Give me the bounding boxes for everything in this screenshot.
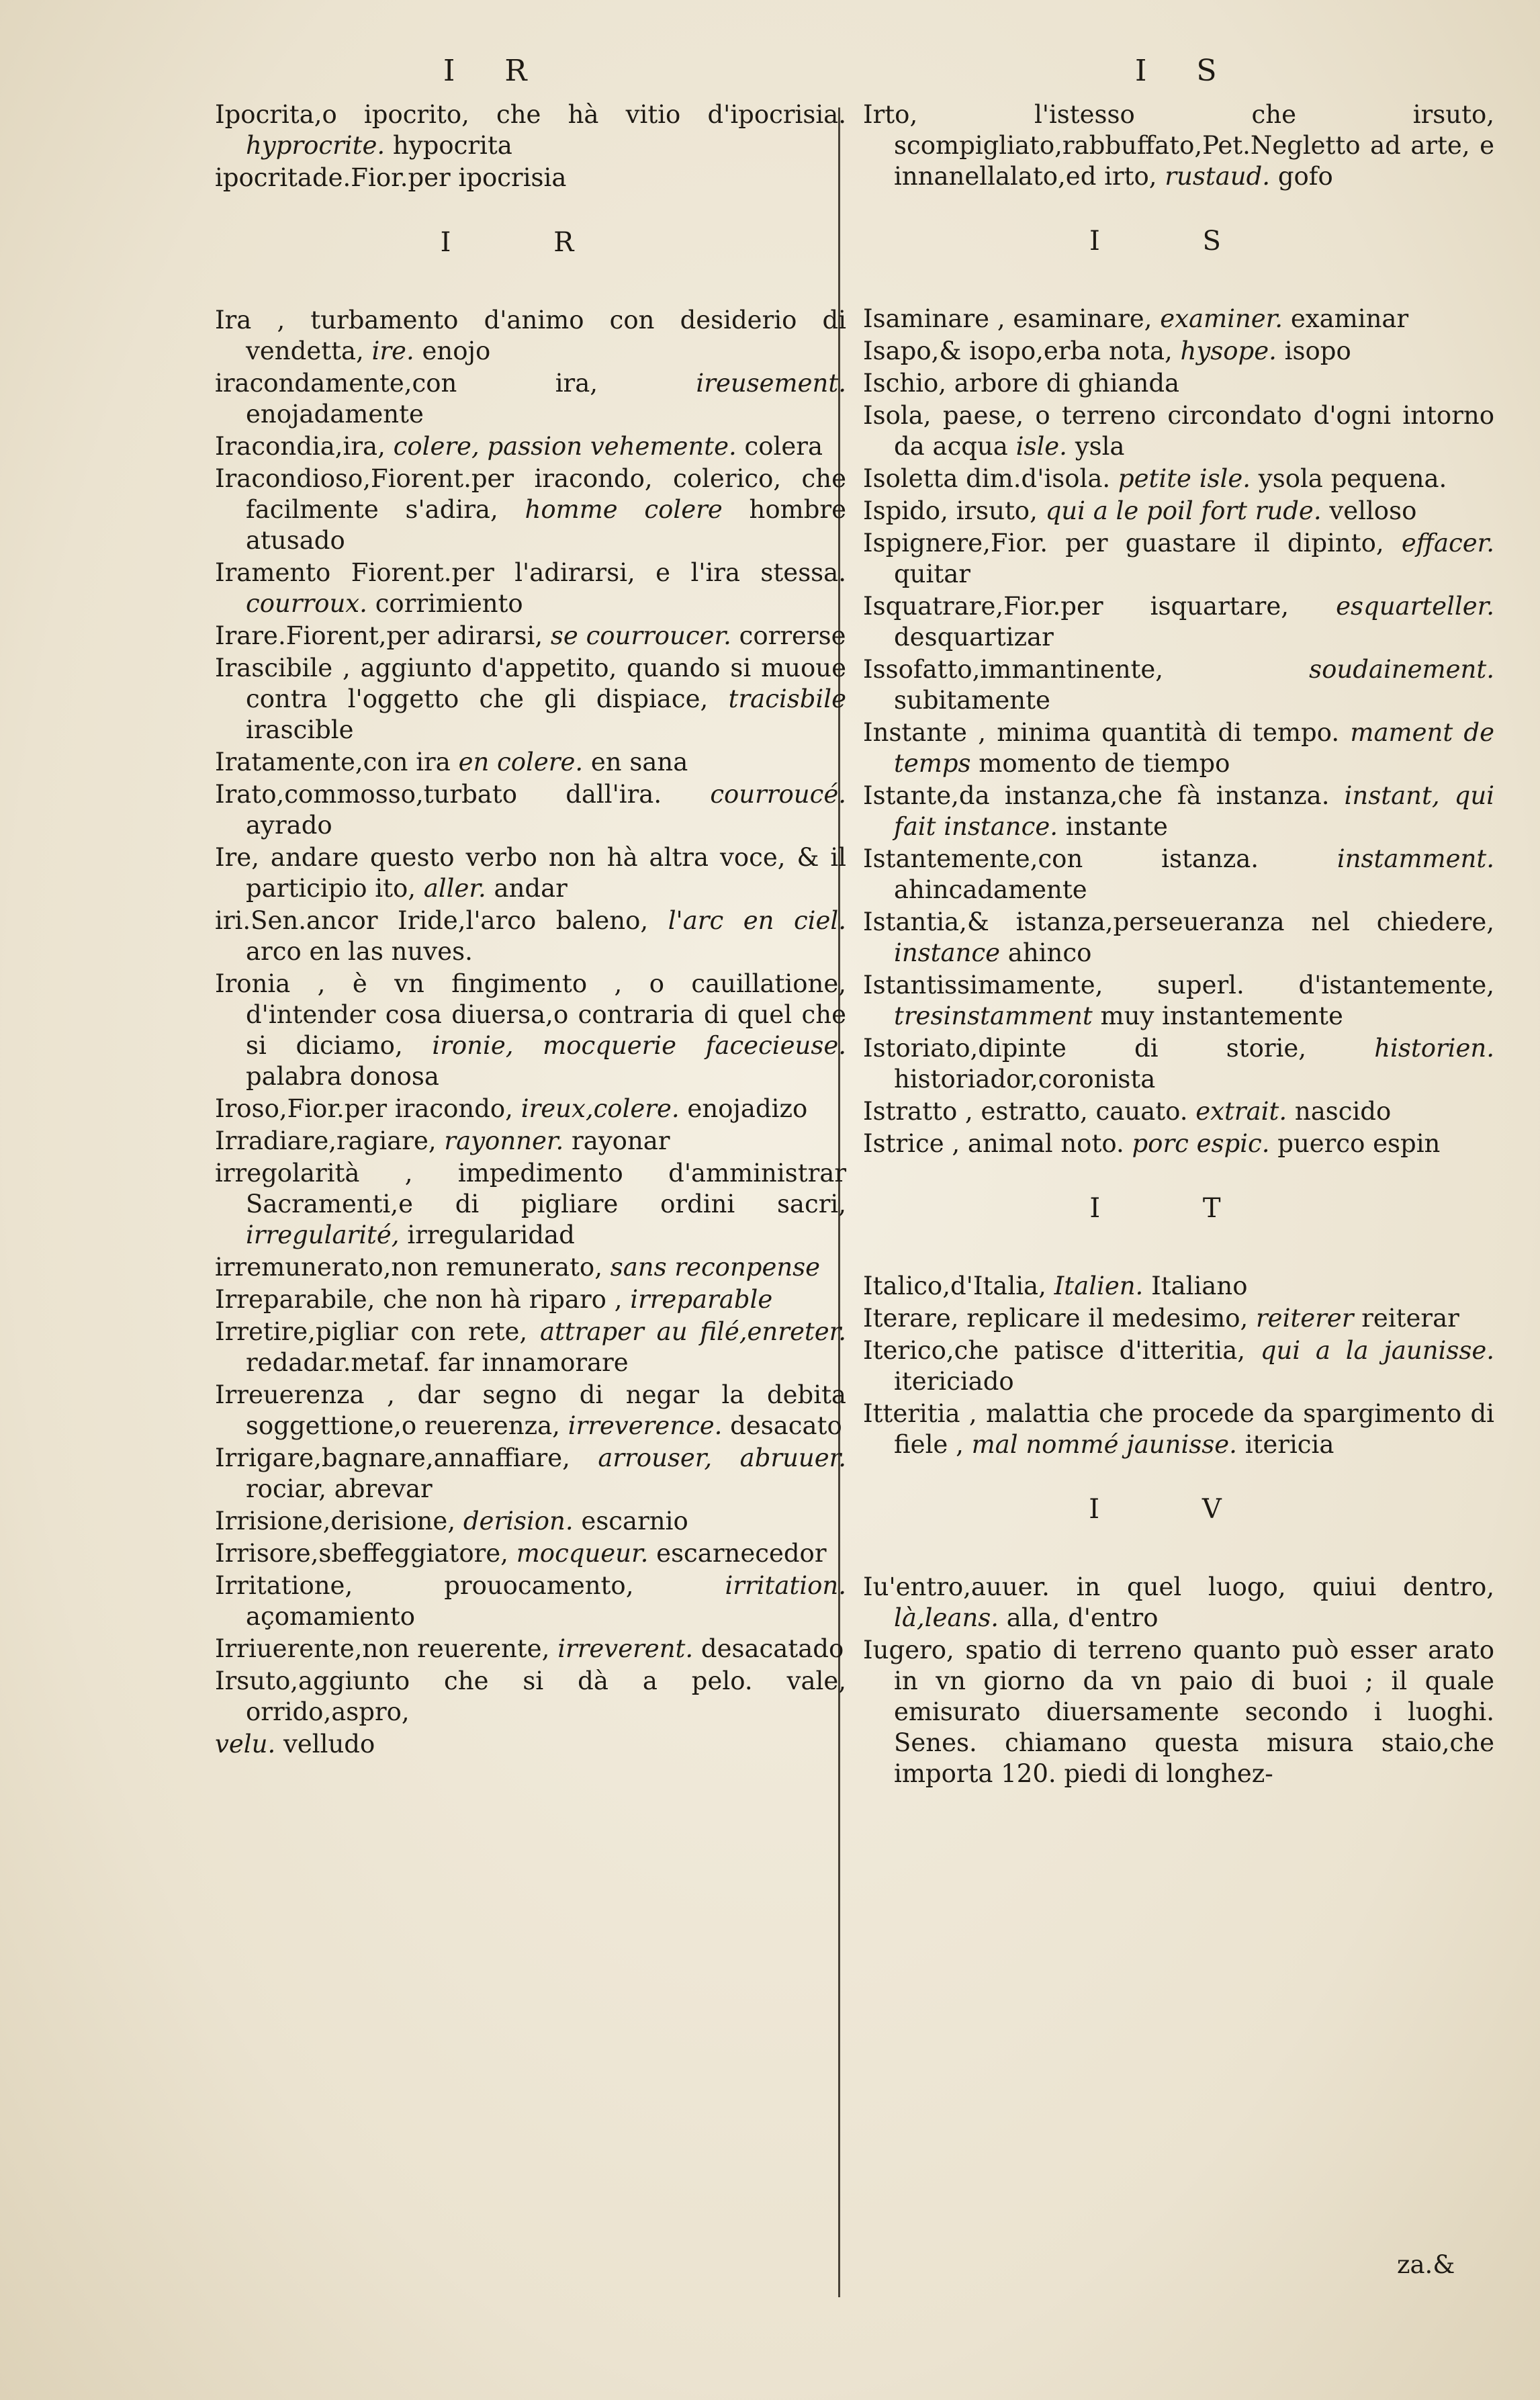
french-equivalent: rayonner. — [444, 1126, 572, 1155]
spanish-equivalent: redadar.metaf. far innamorare — [246, 1348, 629, 1377]
spanish-equivalent: itericia — [1244, 1430, 1334, 1459]
french-equivalent: instamment. — [1337, 844, 1494, 873]
dictionary-entry — [215, 558, 846, 619]
dictionary-entry — [863, 1572, 1494, 1634]
french-equivalent: ironie, mocquerie facecieuse. — [432, 1031, 846, 1060]
dictionary-entry — [863, 1128, 1494, 1159]
italian-definition: Irretire,pigliar con rete, — [215, 1317, 540, 1346]
italian-definition: Irrigare,bagnare,annaffiare, — [215, 1443, 598, 1472]
spanish-equivalent: desacatado — [700, 1634, 844, 1663]
dictionary-entry — [215, 969, 846, 1092]
dictionary-entry — [215, 1126, 846, 1157]
dictionary-entry — [863, 368, 1494, 399]
french-equivalent: courroucé. — [710, 780, 846, 809]
french-equivalent: reiterer — [1256, 1304, 1362, 1333]
french-equivalent: tracisbile — [728, 684, 846, 713]
french-equivalent: extrait. — [1195, 1097, 1295, 1126]
french-equivalent: sans reconpense — [610, 1253, 821, 1282]
dictionary-entry — [215, 99, 846, 161]
spanish-equivalent: escarnio — [581, 1507, 688, 1536]
spanish-equivalent: examinar — [1290, 304, 1409, 333]
dictionary-entry — [863, 1335, 1494, 1397]
spanish-equivalent: corrimiento — [375, 589, 523, 618]
dictionary-entry — [863, 717, 1494, 779]
spanish-equivalent: momento de tiempo — [979, 749, 1230, 778]
french-equivalent: examiner. — [1160, 304, 1291, 333]
dictionary-entry — [215, 1317, 846, 1378]
french-equivalent: colere, passion vehemente. — [393, 432, 745, 461]
spanish-equivalent: rociar, abrevar — [246, 1474, 433, 1503]
spanish-equivalent: subitamente — [894, 686, 1050, 715]
dictionary-entry — [215, 905, 846, 967]
italian-definition: Isquatrare,Fior.per isquartare, — [863, 592, 1337, 621]
french-equivalent: homme colere — [525, 495, 750, 524]
section-heading: I V — [1089, 1494, 1269, 1525]
section-heading: I R — [440, 227, 621, 258]
french-equivalent: instant, qui fait instance. — [894, 781, 1494, 841]
italian-definition: Ironia , è vn fingimento , o cauillatione, d'intender cosa diuersa,o contraria di quel che si diciamo, — [215, 969, 846, 1060]
catchword: za.& — [1397, 2250, 1455, 2279]
spanish-equivalent: desacato — [730, 1411, 842, 1440]
dictionary-entry — [863, 654, 1494, 716]
italian-definition: Irriuerente,non reuerente, — [215, 1634, 558, 1663]
dictionary-entry — [215, 1284, 846, 1315]
spanish-equivalent: en sana — [590, 748, 688, 776]
spanish-equivalent: isopo — [1284, 337, 1351, 365]
dictionary-entry — [215, 1443, 846, 1505]
french-equivalent: ireusement. — [696, 369, 846, 398]
french-equivalent: derision. — [463, 1507, 582, 1536]
dictionary-entry — [863, 1033, 1494, 1095]
italian-definition: iracondamente,con ira, — [215, 369, 696, 398]
french-equivalent: hyprocrite. — [246, 131, 393, 160]
french-equivalent: isle. — [1015, 432, 1075, 461]
french-equivalent: porc espic. — [1132, 1129, 1278, 1158]
dictionary-entry — [863, 528, 1494, 590]
dictionary-entry — [863, 781, 1494, 842]
dictionary-entry — [863, 970, 1494, 1032]
right-column — [863, 99, 1494, 1791]
dictionary-entry — [215, 1094, 846, 1124]
italian-definition: Istantemente,con istanza. — [863, 844, 1337, 873]
french-equivalent: soudainement. — [1309, 655, 1494, 684]
spanish-equivalent: enojo — [422, 337, 491, 365]
spanish-equivalent: desquartizar — [894, 623, 1054, 652]
french-equivalent: hysope. — [1180, 337, 1285, 365]
dictionary-entry — [215, 1252, 846, 1283]
italian-definition: Irreuerenza , dar segno di negar la debita soggettione,o reuerenza, — [215, 1380, 846, 1440]
french-equivalent: velu. — [215, 1730, 283, 1759]
spanish-equivalent: reiterar — [1361, 1304, 1459, 1333]
french-equivalent: irreverence. — [568, 1411, 731, 1440]
dictionary-entry — [863, 1635, 1494, 1789]
italian-definition: Istante,da instanza,che fà instanza. — [863, 781, 1345, 810]
french-equivalent: ireux,colere. — [520, 1094, 688, 1123]
italian-definition: Iterico,che patisce d'itteritia, — [863, 1336, 1261, 1365]
french-equivalent: en colere. — [458, 748, 591, 776]
french-equivalent: ire. — [371, 337, 422, 365]
italian-definition: irregolarità , impedimento d'amministrar Sacramenti,e di pigliare ordini sacri, — [215, 1159, 846, 1218]
french-equivalent: là,leans. — [894, 1603, 1007, 1632]
italian-definition: Irsuto,aggiunto che si dà a pelo. — [215, 1666, 787, 1695]
dictionary-entry — [215, 1538, 846, 1569]
dictionary-entry — [863, 844, 1494, 905]
running-head-right: I S — [1135, 54, 1237, 88]
spanish-equivalent: açomamiento — [246, 1602, 415, 1631]
spanish-equivalent: muy instantemente — [1100, 1002, 1343, 1030]
spanish-equivalent: ahincadamente — [894, 875, 1087, 904]
italian-definition: Irato,commosso,turbato dall'ira. — [215, 780, 711, 809]
dictionary-entry — [215, 1729, 846, 1760]
spanish-equivalent: andar — [494, 874, 568, 903]
italian-definition: Istantissimamente, superl. d'istantemente, — [863, 971, 1494, 999]
italian-definition: Irradiare,ragiare, — [215, 1126, 445, 1155]
spanish-equivalent: rayonar — [572, 1126, 670, 1155]
dictionary-entry — [863, 336, 1494, 367]
french-equivalent: petite isle. — [1118, 464, 1259, 493]
dictionary-entry — [215, 368, 846, 430]
section-heading: I T — [1089, 1193, 1268, 1224]
spanish-equivalent: escarnecedor — [656, 1539, 827, 1568]
dictionary-entry — [215, 842, 846, 904]
spanish-equivalent: quitar — [894, 560, 970, 588]
spanish-equivalent: Italiano — [1151, 1272, 1248, 1300]
spanish-equivalent: gofo — [1277, 162, 1333, 191]
spanish-equivalent: arco en las nuves. — [246, 937, 473, 966]
french-equivalent: irregularité, — [246, 1220, 408, 1249]
french-equivalent: effacer. — [1401, 529, 1494, 558]
french-equivalent: irreparable — [630, 1285, 773, 1314]
dictionary-entry — [863, 1303, 1494, 1334]
french-equivalent: se courroucer. — [550, 621, 739, 650]
french-equivalent: irreverent. — [557, 1634, 701, 1663]
italian-definition: Iramento Fiorent.per l'adirarsi, e l'ira stessa. — [215, 558, 846, 587]
spanish-equivalent: ysola pequena. — [1258, 464, 1447, 493]
spanish-equivalent: vale, orrido,aspro, — [246, 1666, 846, 1726]
dictionary-entry — [215, 463, 846, 556]
french-equivalent: Italien. — [1054, 1272, 1152, 1300]
spanish-equivalent: colera — [744, 432, 823, 461]
french-equivalent: irritation. — [725, 1571, 846, 1600]
dictionary-entry — [215, 747, 846, 778]
spanish-equivalent: ayrado — [246, 811, 332, 840]
italian-definition: Ispido, irsuto, — [863, 496, 1046, 525]
spanish-equivalent: enojadizo — [687, 1094, 808, 1123]
spanish-equivalent: ysla — [1075, 432, 1125, 461]
french-equivalent: qui a le poil fort rude. — [1045, 496, 1330, 525]
french-equivalent: qui a la jaunisse. — [1260, 1336, 1494, 1365]
dictionary-entry — [215, 305, 846, 367]
dictionary-entry — [215, 1634, 846, 1664]
spanish-equivalent: velludo — [283, 1730, 375, 1759]
spanish-equivalent: nascido — [1294, 1097, 1392, 1126]
french-equivalent: tresinstamment — [894, 1002, 1101, 1030]
italian-definition: Itteritia , malattia che procede da spargimento di fiele , — [863, 1399, 1494, 1459]
french-equivalent: instance — [894, 938, 1008, 967]
spanish-equivalent: historiador,coronista — [894, 1065, 1156, 1094]
dictionary-entry — [215, 779, 846, 841]
french-equivalent: mal nommé jaunisse. — [971, 1430, 1245, 1459]
italian-definition: Instante , minima quantità di tempo. — [863, 718, 1351, 747]
running-head-left: I R — [443, 54, 547, 88]
french-equivalent: attraper au filé,enreter. — [540, 1317, 846, 1346]
italian-definition: Iratamente,con ira — [215, 748, 459, 776]
italian-definition: Irrisione,derisione, — [215, 1507, 463, 1536]
italian-definition: Isola, paese, o terreno circondato d'ogni intorno da acqua — [863, 401, 1494, 461]
italian-definition: Isoletta dim.d'isola. — [863, 464, 1118, 493]
french-equivalent: arrouser, abruuer. — [598, 1443, 847, 1472]
italian-definition: Isapo,& isopo,erba nota, — [863, 337, 1181, 365]
spanish-equivalent: instante — [1065, 812, 1168, 841]
spanish-equivalent: irregularidad — [407, 1220, 575, 1249]
dictionary-entry — [863, 99, 1494, 192]
dictionary-entry — [215, 1570, 846, 1632]
dictionary-entry — [215, 431, 846, 462]
italian-definition: Istantia,& istanza,perseueranza nel chiedere, — [863, 907, 1494, 936]
french-equivalent: aller. — [423, 874, 494, 903]
italian-definition: Ischio, arbore di ghianda — [863, 369, 1180, 398]
italian-definition: ipocritade.Fior.per ipocrisia — [215, 163, 567, 192]
dictionary-entry — [863, 496, 1494, 527]
italian-definition: Istratto , estratto, cauato. — [863, 1097, 1196, 1126]
section-heading: I S — [1089, 226, 1268, 257]
spanish-equivalent: velloso — [1329, 496, 1417, 525]
italian-definition: Iterare, replicare il medesimo, — [863, 1304, 1256, 1333]
dictionary-entry — [215, 1506, 846, 1537]
spanish-equivalent: puerco espin — [1277, 1129, 1441, 1158]
italian-definition: Italico,d'Italia, — [863, 1272, 1054, 1300]
french-equivalent: historien. — [1374, 1034, 1494, 1063]
dictionary-entry — [863, 1398, 1494, 1460]
italian-definition: irremunerato,non remunerato, — [215, 1253, 610, 1282]
italian-definition: Irritatione, prouocamento, — [215, 1571, 725, 1600]
spanish-equivalent: correrse — [739, 621, 846, 650]
italian-definition: Ire, andare questo verbo non hà altra voce, & il participio ito, — [215, 843, 846, 903]
dictionary-entry — [863, 591, 1494, 653]
left-column — [215, 99, 846, 1761]
dictionary-entry — [863, 1271, 1494, 1302]
dictionary-entry — [863, 907, 1494, 969]
spanish-equivalent: hombre atusado — [246, 495, 846, 555]
dictionary-entry — [215, 163, 846, 193]
dictionary-entry — [215, 1666, 846, 1728]
dictionary-entry — [863, 463, 1494, 494]
dictionary-entry — [215, 1380, 846, 1441]
italian-definition: Ira , turbamento d'animo con desiderio di vendetta, — [215, 306, 846, 365]
spanish-equivalent: alla, d'entro — [1006, 1603, 1159, 1632]
italian-definition: Iugero, spatio di terreno quanto può esser arato in vn giorno da vn paio di buoi ; il quale emisurato diuersamente secondo i luoghi. Senes. chiamano questa misura staio,che importa 120. piedi di longhez- — [863, 1636, 1494, 1788]
spanish-equivalent: irascible — [246, 715, 354, 744]
italian-definition: Istoriato,dipinte di storie, — [863, 1034, 1375, 1063]
dictionary-entry — [215, 653, 846, 746]
french-equivalent: mocqueur. — [516, 1539, 657, 1568]
italian-definition: Iracondioso,Fiorent.per iracondo, colerico, che facilmente s'adira, — [215, 464, 846, 524]
spanish-equivalent: ahinco — [1007, 938, 1092, 967]
italian-definition: Irare.Fiorent,per adirarsi, — [215, 621, 551, 650]
italian-definition: Iracondia,ira, — [215, 432, 394, 461]
spanish-equivalent: itericiado — [894, 1367, 1014, 1396]
italian-definition: Iu'entro,auuer. in quel luogo, quiui dentro, — [863, 1572, 1494, 1601]
italian-definition: Irto, l'istesso che irsuto, scompigliato,rabbuffato,Pet.Negletto ad arte, e innanellalato,ed irto, — [863, 100, 1494, 191]
dictionary-entry — [863, 400, 1494, 462]
italian-definition: Ipocrita,o ipocrito, che hà vitio d'ipocrisia. — [215, 100, 846, 129]
italian-definition: Isaminare , esaminare, — [863, 304, 1161, 333]
italian-definition: Irrisore,sbeffeggiatore, — [215, 1539, 516, 1568]
dictionary-entry — [215, 621, 846, 652]
french-equivalent: courroux. — [246, 589, 375, 618]
italian-definition: Ispignere,Fior. per guastare il dipinto, — [863, 529, 1402, 558]
dictionary-entry — [215, 1158, 846, 1251]
dictionary-entry — [863, 1096, 1494, 1127]
italian-definition: Iroso,Fior.per iracondo, — [215, 1094, 521, 1123]
italian-definition: Irreparabile, che non hà riparo , — [215, 1285, 631, 1314]
spanish-equivalent: enojadamente — [246, 400, 424, 429]
italian-definition: Irascibile , aggiunto d'appetito, quando si muoue contra l'oggetto che gli dispiace, — [215, 654, 846, 713]
french-equivalent: esquarteller. — [1336, 592, 1494, 621]
french-equivalent: mament de temps — [894, 718, 1495, 778]
french-equivalent: rustaud. — [1165, 162, 1278, 191]
italian-definition: iri.Sen.ancor Iride,l'arco baleno, — [215, 906, 668, 935]
french-equivalent: l'arc en ciel. — [668, 906, 846, 935]
italian-definition: Istrice , animal noto. — [863, 1129, 1132, 1158]
italian-definition: Issofatto,immantinente, — [863, 655, 1310, 684]
spanish-equivalent: palabra donosa — [246, 1062, 439, 1091]
dictionary-entry — [863, 304, 1494, 335]
spanish-equivalent: hypocrita — [392, 131, 512, 160]
